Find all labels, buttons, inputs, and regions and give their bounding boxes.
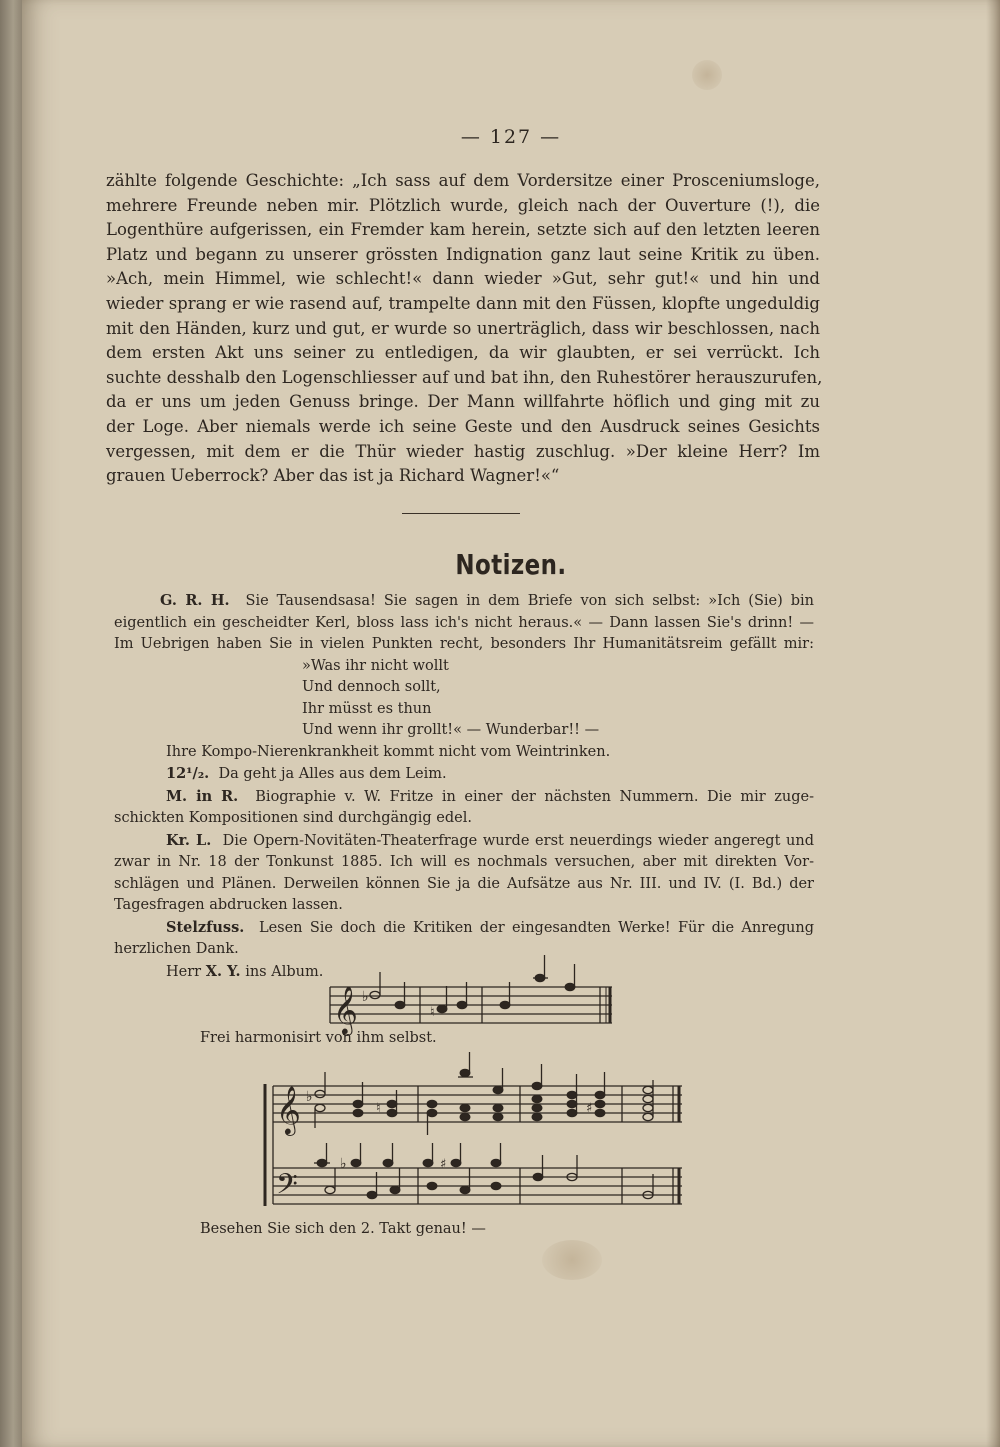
notice-label: Kr. L. (166, 831, 212, 849)
story-line: vergessen, mit dem er die Thür wieder hastig zuschlug. »Der kleine Herr? Im (106, 441, 820, 461)
notice-text: eigentlich ein gescheidter Kerl, bloss lass ich's nicht heraus.« — Dann lassen Sie's drinn! — (114, 614, 814, 631)
svg-text:♭: ♭ (306, 1089, 313, 1105)
story-line: da er uns um jeden Genuss bringe. Der Mann willfahrte höflich und ging mit zu (106, 392, 820, 412)
story-line: mit den Händen, kurz und gut, er wurde so unerträglich, dass wir beschlossen, nach (106, 318, 820, 338)
story-line: dem ersten Akt uns seiner zu entledigen, da wir glaubten, er sei verrückt. Ich (106, 343, 820, 363)
notice-text: Da geht ja Alles aus dem Leim. (218, 766, 447, 782)
notice-text: schlägen und Plänen. Derweilen können Sie ja die Aufsätze aus Nr. III. und IV. (I. Bd.) der (114, 875, 814, 892)
story-line: grauen Ueberrock? Aber das ist ja Richard Wagner!«“ (106, 466, 560, 486)
story-line: Platz und begann zu unserer grössten Indignation ganz laut seine Kritik zu üben. (106, 244, 820, 264)
notice-text: Sie Tausendsasa! Sie sagen in dem Briefe von sich selbst: »Ich (Sie) bin (245, 593, 815, 609)
poem-line: »Was ihr nicht wollt (302, 657, 449, 674)
music-caption: Frei harmonisirt von ihm selbst. (200, 1030, 437, 1046)
closing-remark: Besehen Sie sich den 2. Takt genau! — (200, 1221, 486, 1237)
treble-clef-icon: 𝄞 (276, 1085, 301, 1134)
story-line: »Ach, mein Himmel, wie schlecht!« dann wieder »Gut, sehr gut!« und hin und (106, 269, 820, 289)
notice-text: Die Opern-Novitäten-Theaterfrage wurde erst neuerdings wieder angeregt und (222, 832, 815, 849)
svg-text:♭: ♭ (362, 989, 369, 1005)
poem-line: Und wenn ihr grollt!« — Wunderbar!! — (302, 722, 600, 738)
svg-text:♯: ♯ (586, 1101, 593, 1116)
story-line: zählte folgende Geschichte: „Ich sass auf dem Vordersitze einer Prosceniumsloge, (106, 171, 820, 190)
story-line: suchte desshalb den Logenschliesser auf und bat ihn, den Ruhestörer herauszurufen, (106, 367, 823, 387)
notice-text: Biographie v. W. Fritze in einer der nächsten Nummern. Die mir zuge- (255, 788, 815, 805)
notice-label: Stelzfuss. (166, 918, 245, 936)
bass-clef-icon: 𝄢 (276, 1168, 298, 1208)
notice-text: herzlichen Dank. (114, 941, 239, 957)
poem-line: Ihr müsst es thun (302, 700, 432, 717)
treble-clef-icon: 𝄞 (333, 985, 358, 1034)
notice-text: Lesen Sie doch die Kritiken der eingesandten Werke! Für die Anregung (258, 919, 814, 936)
notice-text: ins Album. (245, 963, 324, 980)
notice-label: X. Y. (205, 962, 241, 980)
notice-text: Im Uebrigen haben Sie in vielen Punkten recht, besonders Ihr Humanitätsreim gefällt mir: (114, 636, 814, 652)
svg-text:♮: ♮ (376, 1101, 381, 1116)
page-number: — 127 — (460, 126, 562, 148)
notice-label: M. in R. (166, 787, 239, 805)
notice-label: 12¹/₂. (166, 765, 210, 782)
piano-bass-notes (314, 1143, 653, 1199)
story-line: Logenthüre aufgerissen, ein Fremder kam herein, setzte sich auf den letzten leeren (106, 220, 820, 240)
story-line: mehrere Freunde neben mir. Plötzlich wurde, gleich nach der Ouverture (!), die (106, 195, 820, 215)
poem-line: Und dennoch sollt, (302, 679, 441, 695)
notice-text: Ihre Kompo-Nierenkrankheit kommt nicht vom Weintrinken. (166, 743, 611, 760)
notice-text: zwar in Nr. 18 der Tonkunst 1885. Ich will es nochmals versuchen, aber mit direkten Vor- (114, 854, 814, 870)
notice-label: G. R. H. (160, 592, 230, 609)
story-line: der Loge. Aber niemals werde ich seine Geste und den Ausdruck seines Gesichts (106, 416, 820, 436)
svg-text:♯: ♯ (440, 1157, 447, 1172)
story-line: wieder sprang er wie rasend auf, trampelte dann mit den Füssen, klopfte ungeduldig (106, 293, 820, 313)
svg-text:♭: ♭ (340, 1156, 347, 1172)
piano-treble-staff (273, 1086, 682, 1122)
notice-text: schickten Kompositionen sind durchgängig edel. (114, 810, 472, 826)
notice-text: Herr (166, 963, 202, 980)
section-heading: Notizen. (455, 548, 567, 581)
notice-text: Tagesfragen abdrucken lassen. (114, 897, 343, 913)
svg-text:♮: ♮ (430, 1005, 435, 1020)
